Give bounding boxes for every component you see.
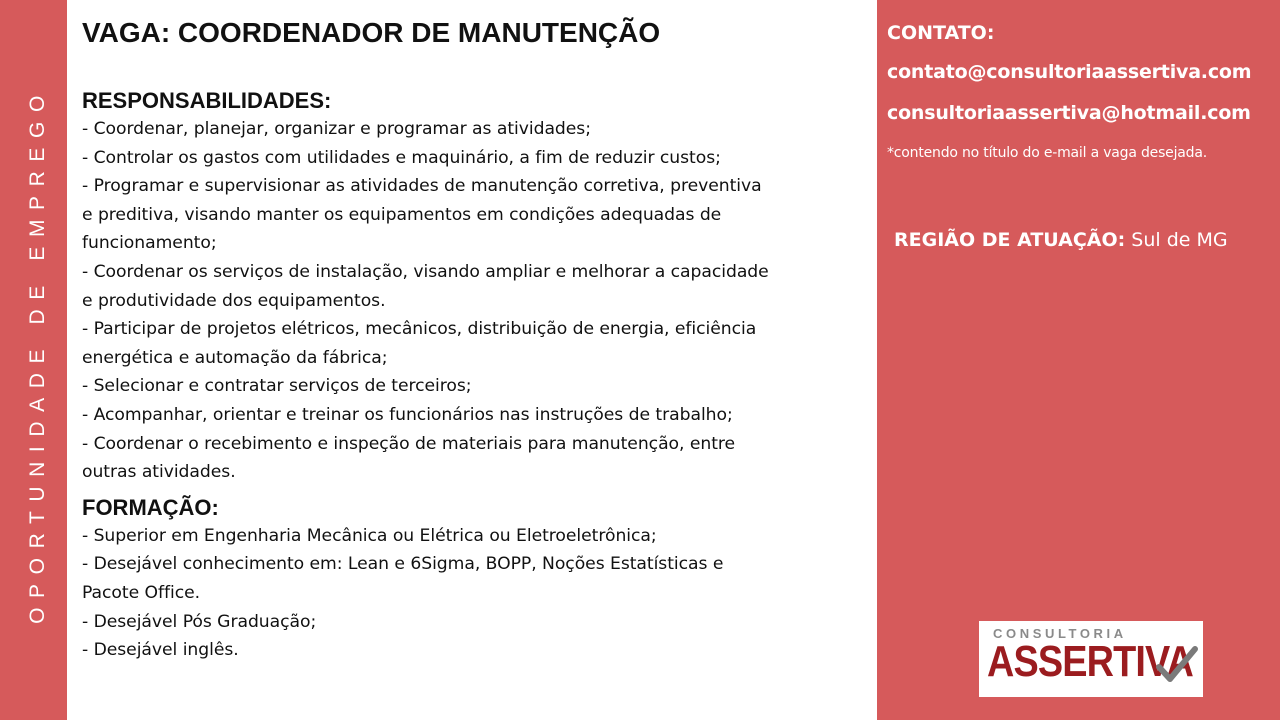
responsabilidade-line: - Selecionar e contratar serviços de terceiros; xyxy=(82,376,472,397)
left-band xyxy=(0,0,67,720)
job-title: VAGA: COORDENADOR DE MANUTENÇÃO xyxy=(82,17,661,48)
region-label: REGIÃO DE ATUAÇÃO: xyxy=(894,229,1126,251)
job-description xyxy=(82,13,863,665)
responsabilidade-line: - Coordenar, planejar, organizar e programar as atividades; xyxy=(82,119,591,139)
contact-label: CONTATO: xyxy=(887,22,995,44)
formacao-line: - Desejável conhecimento em: Lean e 6Sigma, BOPP, Noções Estatísticas e xyxy=(82,554,724,575)
responsabilidade-line: funcionamento; xyxy=(82,233,217,254)
responsabilidade-line: outras atividades. xyxy=(82,462,236,483)
responsabilidade-line: - Coordenar os serviços de instalação, visando ampliar e melhorar a capacidade xyxy=(82,261,769,282)
region-value: Sul de MG xyxy=(1131,229,1228,251)
formacao-heading: FORMAÇÃO: xyxy=(82,494,219,520)
responsabilidade-line: e produtividade dos equipamentos. xyxy=(82,290,386,311)
contact-panel xyxy=(877,0,1280,720)
responsabilidade-line: e preditiva, visando manter os equipamentos em condições adequadas de xyxy=(82,204,722,225)
check-icon xyxy=(1155,643,1199,687)
formacao-line: - Desejável inglês. xyxy=(82,640,239,661)
email-link-contato[interactable]: contato@consultoriaassertiva.com xyxy=(887,61,1252,83)
formacao-line: Pacote Office. xyxy=(82,582,201,603)
email-note: *contendo no título do e-mail a vaga desejada. xyxy=(887,145,1207,161)
logo-small-text: CONSULTORIA xyxy=(993,626,1127,641)
email-link-hotmail[interactable]: consultoriaassertiva@hotmail.com xyxy=(887,102,1251,124)
responsabilidade-line: - Participar de projetos elétricos, mecânicos, distribuição de energia, eficiência xyxy=(82,319,757,340)
responsabilidades-list xyxy=(82,115,863,487)
responsabilidade-line: - Coordenar o recebimento e inspeção de materiais para manutenção, entre xyxy=(82,433,736,454)
formacao-line: - Superior em Engenharia Mecânica ou Elétrica ou Eletroeletrônica; xyxy=(82,525,657,546)
responsabilidade-line: energética e automação da fábrica; xyxy=(82,347,388,368)
responsabilidades-heading: RESPONSABILIDADES: xyxy=(82,88,332,113)
company-logo xyxy=(979,621,1203,697)
responsabilidade-line: - Acompanhar, orientar e treinar os funcionários nas instruções de trabalho; xyxy=(82,404,733,425)
formacao-line: - Desejável Pós Graduação; xyxy=(82,611,317,632)
formacao-list xyxy=(82,522,863,665)
region xyxy=(894,229,1228,251)
responsabilidade-line: - Programar e supervisionar as atividades de manutenção corretiva, preventiva xyxy=(82,176,762,197)
logo-big-text: ASSERTIVA xyxy=(987,637,1194,686)
side-label: OPORTUNIDADE DE EMPREGO xyxy=(26,86,49,624)
responsabilidade-line: - Controlar os gastos com utilidades e maquinário, a fim de reduzir custos; xyxy=(82,147,721,168)
